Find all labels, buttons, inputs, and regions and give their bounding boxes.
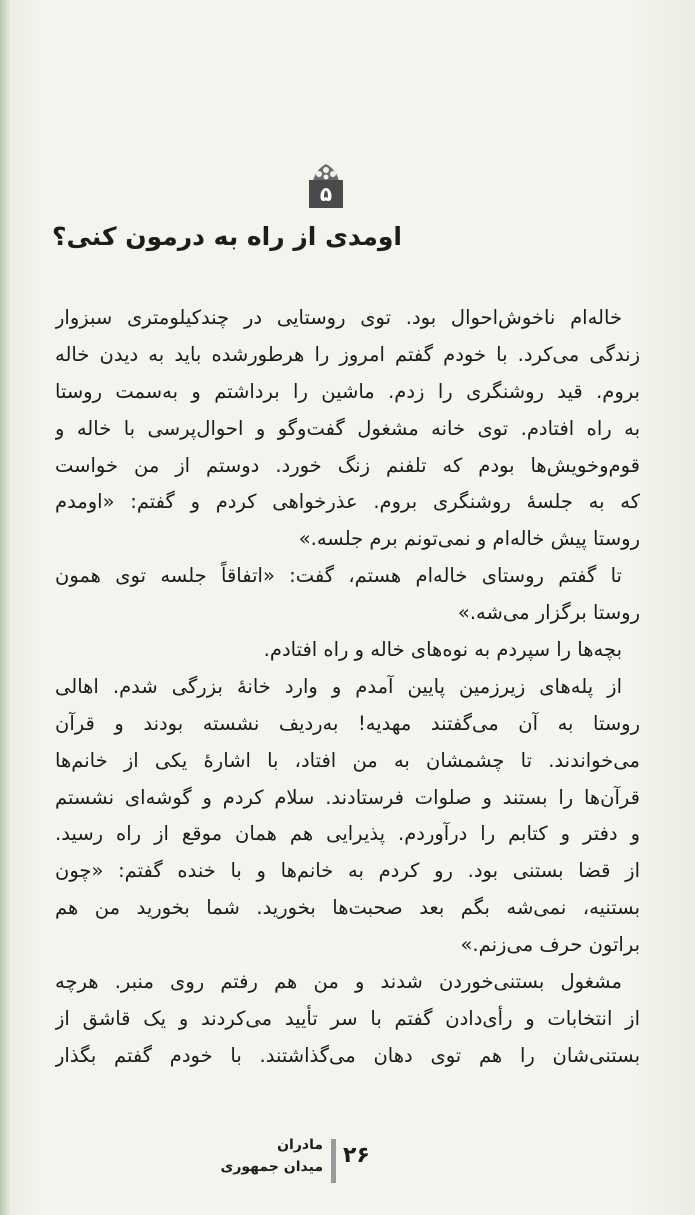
body-line: و دفتر و کتابم را درآوردم. پذیرایی هم همان موقع از راه رسید. — [55, 822, 640, 846]
book-title-line1: مادران — [277, 1137, 323, 1153]
body-line: بستنیه، نمی‌شه بگم بعد صحبت‌ها بخورید. شما بخورید من هم — [55, 896, 640, 920]
chapter-title: اومدی از راه به درمون کنی؟ — [52, 222, 402, 251]
body-line: از پله‌های زیرزمین پایین آمدم و وارد خانهٔ بزرگی شدم. اهالی — [55, 674, 622, 698]
body-line: خاله‌ام ناخوش‌احوال بود. توی روستایی در چندکیلومتری سبزوار — [55, 306, 622, 329]
body-line: بچه‌ها را سپردم به نوه‌های خاله و راه افتادم. — [263, 638, 622, 662]
body-line: که به جلسهٔ روشنگری بروم. عذرخواهی کردم و گفتم: «اومدم — [55, 490, 640, 514]
page-edge — [0, 0, 10, 1215]
body-line: قوم‌وخویش‌ها بودم که تلفنم زنگ خورد. دوستم از من خواست — [55, 453, 640, 477]
body-line: به راه افتادم. توی خانه مشغول گفت‌وگو و احوال‌پرسی با خاله و — [55, 416, 640, 440]
body-line: روستا برگزار می‌شه.» — [457, 601, 640, 625]
body-line: از انتخابات و رأی‌دادن گفتم با سر تأیید می‌کردند و یک قاشق از — [55, 1006, 640, 1030]
body-line: از قضا بستنی بود. رو کردم به خانم‌ها و با خنده گفتم: «چون — [55, 859, 640, 883]
body-line: روستا به آن می‌گفتند مهدیه! به‌ردیف نشسته بودند و قرآن — [55, 711, 640, 735]
body-line: بروم. قید روشنگری را زدم. ماشین را برداشتم و به‌سمت روستا — [55, 379, 640, 403]
page-footer — [220, 1137, 373, 1187]
body-line: می‌خواندند. تا چشمشان به من افتاد، با اشارهٔ یکی از خانم‌ها — [55, 748, 640, 772]
body-line: بستنی‌شان را هم توی دهان می‌گذاشتند. با خودم گفتم بگذار — [55, 1043, 640, 1067]
book-title-line2: میدان جمهوری — [220, 1159, 323, 1175]
body-line: زندگی می‌کرد. با خودم گفتم امروز را هرطورشده باید به دیدن خاله — [55, 342, 640, 366]
body-line: مشغول بستنی‌خوردن شدند و من هم رفتم روی منبر. هرچه — [55, 970, 622, 994]
body-line: روستا پیش خاله‌ام و نمی‌تونم برم جلسه.» — [298, 527, 640, 551]
body-text — [55, 300, 640, 1075]
page-number: ۲۶ — [343, 1143, 370, 1168]
chapter-number: ۵ — [309, 180, 343, 208]
footer-divider — [331, 1139, 336, 1183]
body-line: قرآن‌ها را بستند و صلوات فرستادند. سلام کردم و گوشه‌ای نشستم — [55, 785, 640, 809]
body-line: براتون حرف می‌زنم.» — [460, 933, 640, 957]
body-line: تا گفتم روستای خاله‌ام هستم، گفت: «اتفاقاً جلسه توی همون — [55, 564, 622, 588]
